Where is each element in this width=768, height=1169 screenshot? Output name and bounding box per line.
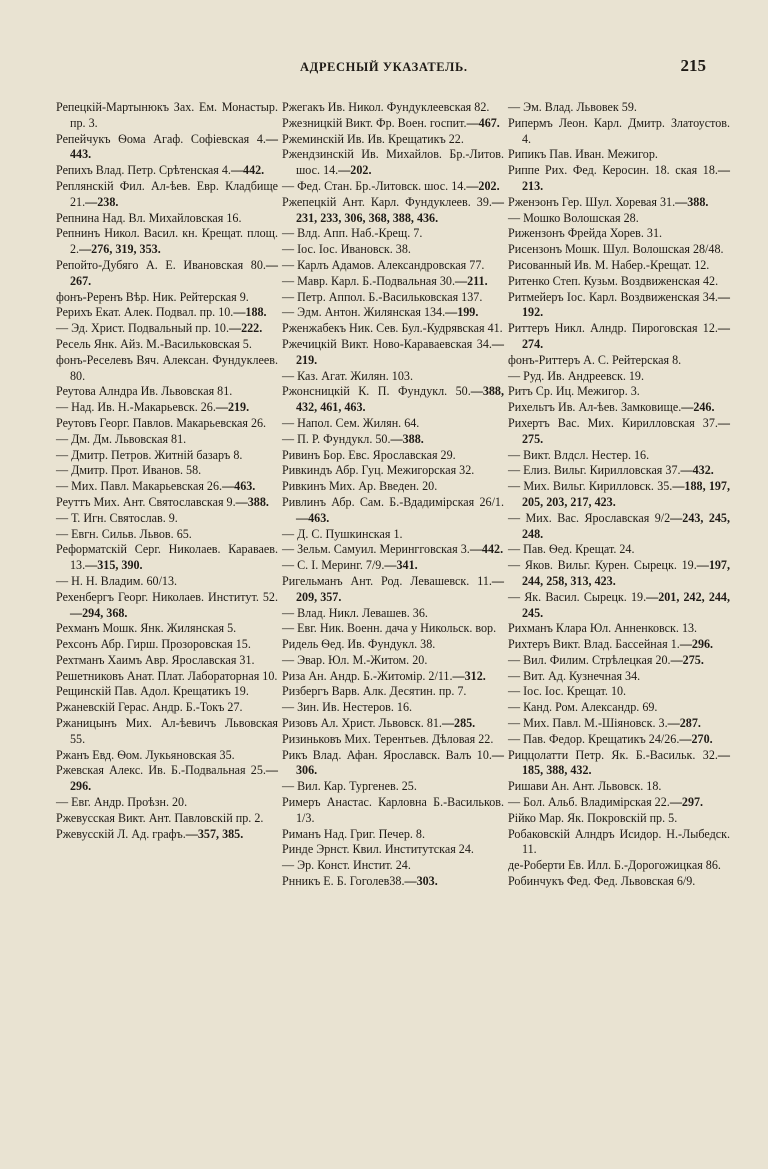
directory-entry: — Каз. Агат. Жилян. 103.	[282, 368, 413, 383]
directory-entry: Ризбергъ Варв. Алк. Десятин. пр. 7.	[282, 684, 467, 699]
directory-entry: — Эдм. Антон. Жилянская 134.—199.	[282, 305, 479, 320]
directory-entry: — Д. С. Пушкинская 1.	[282, 526, 403, 541]
directory-entry: Рикъ Влад. Афан. Ярославск. Валъ 10.—306.	[282, 747, 504, 778]
directory-entry: де-Роберти Ев. Илл. Б.-Дорогожицкая 86.	[508, 858, 721, 873]
directory-entry: Ривкиндъ Абр. Гуц. Межигорская 32.	[282, 463, 475, 478]
directory-entry: — Эд. Христ. Подвальный пр. 10.—222.	[56, 321, 263, 336]
directory-entry: Рехманъ Мошк. Янк. Жилянская 5.	[56, 621, 237, 636]
directory-entry: Рижензонъ Фрейда Хорев. 31.	[508, 226, 663, 241]
directory-entry: Рихтеръ Викт. Влад. Бассейная 1.—296.	[508, 637, 714, 652]
directory-entry: — Влад. Никл. Левашев. 36.	[282, 605, 428, 620]
directory-entry: — Як. Васил. Сырецк. 19.—201, 242, 244, 245.	[508, 589, 730, 620]
page-number: 215	[680, 56, 706, 75]
directory-entry: Рехсонъ Абр. Гирш. Прозоровская 15.	[56, 637, 251, 652]
directory-entry: Ривкинъ Мих. Ар. Введен. 20.	[282, 479, 438, 494]
directory-entry: Ржеминскій Ив. Ив. Крещатикъ 22.	[282, 131, 464, 146]
directory-entry: Ризовъ Ал. Христ. Львовск. 81.—285.	[282, 716, 476, 731]
directory-entry: Робинчукъ Фед. Фед. Львовская 6/9.	[508, 874, 696, 889]
directory-entry: Ржевская Алекс. Ив. Б.-Подвальная 25.—296.	[56, 763, 278, 794]
directory-entry: Рженжабекъ Ник. Сев. Бул.-Кудрявская 41.	[282, 321, 503, 336]
directory-entry: Репейчукъ Ѳома Агаф. Софіевская 4.—443.	[56, 131, 278, 162]
directory-entry: Рипермъ Леон. Карл. Дмитр. Златоустов. 4.	[508, 115, 730, 146]
directory-entry: Рещинскій Пав. Адол. Крещатикъ 19.	[56, 684, 249, 699]
directory-entry: Ржендзинскій Ив. Михайлов. Бр.-Литов. шос. 14.—202.	[282, 147, 504, 178]
directory-entry: — Эр. Конст. Инстит. 24.	[282, 858, 411, 873]
directory-entry: Рійко Мар. Як. Покровскій пр. 5.	[508, 810, 678, 825]
directory-entry: Риманъ Над. Григ. Печер. 8.	[282, 826, 425, 841]
directory-entry: Репихъ Влад. Петр. Срѣтенская 4.—442.	[56, 163, 265, 178]
directory-entry: Ривлинъ Абр. Сам. Б.-Вдадимірская 26/1.—463.	[282, 494, 504, 525]
column-middle	[282, 100, 504, 890]
directory-entry: Робаковскій Алндръ Исидор. Н.-Лыбедск. 11.	[508, 826, 730, 857]
directory-entry: Ржевусская Викт. Ант. Павловскій пр. 2.	[56, 810, 264, 825]
directory-entry: Ржевусскій Л. Ад. графъ.—357, 385.	[56, 826, 244, 841]
directory-entry: Реутова Алндра Ив. Львовская 81.	[56, 384, 233, 399]
directory-entry: — Евг. Андр. Проѣзн. 20.	[56, 795, 188, 810]
directory-entry: Реутовъ Георг. Павлов. Макарьевская 26.	[56, 415, 267, 430]
directory-entry: — Т. Игн. Святослав. 9.	[56, 510, 178, 525]
directory-entry: — Мошко Волошская 28.	[508, 210, 639, 225]
directory-entry: Реплянскій Фил. Ал-ѣев. Евр. Кладбище 21.—238.	[56, 178, 278, 209]
directory-entry: Ржаницынъ Мих. Ал-ѣевичъ Львовская 55.	[56, 716, 278, 746]
directory-entry: Ржаневскій Герас. Андр. Б.-Токъ 27.	[56, 700, 243, 715]
directory-entry: — Вит. Ад. Кузнечная 34.	[508, 668, 641, 683]
directory-entry: фонъ-Реселевъ Вяч. Алексан. Фундуклеев. 80.	[56, 352, 278, 383]
directory-entry: — Мих. Павл. М.-Шіяновск. 3.—287.	[508, 716, 701, 731]
directory-entry: Ритенко Степ. Кузьм. Воздвиженская 42.	[508, 273, 719, 288]
directory-entry: Решетниковъ Анат. Плат. Лабораторная 10.	[56, 668, 278, 683]
directory-entry: — Напол. Сем. Жилян. 64.	[282, 415, 420, 430]
directory-entry: — С. І. Меринг. 7/9.—341.	[282, 558, 418, 573]
directory-entry: — Вил. Филим. Стрѣлецкая 20.—275.	[508, 652, 704, 667]
directory-entry: Репнинъ Никол. Васил. кн. Крещат. площ. 2.—276, 319, 353.	[56, 226, 278, 257]
directory-entry: — Зельм. Самуил. Мерингговская 3.—442.	[282, 542, 504, 557]
directory-entry: — Петр. Аппол. Б.-Васильковская 137.	[282, 289, 483, 304]
directory-entry: Ржегакъ Ив. Никол. Фундуклеевская 82.	[282, 100, 490, 114]
directory-entry: Рнникъ Е. Б. Гоголев38.—303.	[282, 874, 438, 889]
directory-entry: Ризиньковъ Мих. Терентьев. Дѣловая 22.	[282, 731, 494, 746]
directory-entry: — Бол. Альб. Владимірская 22.—297.	[508, 795, 704, 810]
directory-entry: Рипикъ Пав. Иван. Межигор.	[508, 147, 658, 162]
directory-entry: — Евгн. Сильв. Львов. 65.	[56, 526, 192, 541]
directory-entry: — Влд. Апп. Наб.-Крещ. 7.	[282, 226, 423, 241]
directory-entry: Риппе Рих. Фед. Керосин. 18. ская 18.—213.	[508, 163, 730, 193]
directory-entry: Ресель Янк. Айз. М.-Васильковская 5.	[56, 336, 252, 351]
directory-entry: — Над. Ив. Н.-Макарьевск. 26.—219.	[56, 400, 250, 415]
directory-entry: — Руд. Ив. Андреевск. 19.	[508, 368, 645, 383]
directory-entry: — Дм. Дм. Львовская 81.	[56, 431, 187, 446]
directory-entry: Ридель Ѳед. Ив. Фундукл. 38.	[282, 637, 436, 652]
directory-entry: — Яков. Вильг. Курен. Сырецк. 19.—197, 244, 258, 313, 423.	[508, 558, 730, 588]
directory-entry: Риза Ан. Андр. Б.-Житомір. 2/11.—312.	[282, 668, 486, 683]
directory-entry: фонъ-Риттеръ А. С. Рейтерская 8.	[508, 352, 682, 367]
directory-entry: — П. Р. Фундукл. 50.—388.	[282, 431, 424, 446]
directory-entry: Рерихъ Екат. Алек. Подвал. пр. 10.—188.	[56, 305, 267, 320]
directory-entry: — Пав. Ѳед. Крещат. 24.	[508, 542, 635, 557]
directory-entry: Ришави Ан. Ант. Львовск. 18.	[508, 779, 662, 794]
directory-entry: Рженэонъ Гер. Шул. Хоревая 31.—388.	[508, 194, 709, 209]
directory-entry: — Канд. Ром. Александр. 69.	[508, 700, 658, 715]
directory-entry: Риттеръ Никл. Алндр. Пироговская 12.—274.	[508, 321, 730, 351]
directory-entry: Ритмейеръ Іос. Карл. Воздвиженская 34.—192.	[508, 289, 730, 320]
directory-entry: Ригельманъ Ант. Род. Левашевск. 11.—209, 357.	[282, 573, 504, 604]
directory-entry: — Эм. Влад. Львовек 59.	[508, 100, 637, 114]
directory-entry: Реуттъ Мих. Ант. Святославская 9.—388.	[56, 494, 269, 509]
directory-entry: Ривинъ Бор. Евс. Ярославская 29.	[282, 447, 456, 462]
directory-entry: Ржечицкій Викт. Ново-Караваевская 34.—219.	[282, 336, 504, 367]
directory-entry: Риццолатти Петр. Як. Б.-Васильк. 32.—185, 388, 432.	[508, 747, 730, 778]
directory-entry: — Эвар. Юл. М.-Житом. 20.	[282, 652, 428, 667]
directory-entry: Рисованный Ив. М. Набер.-Крещат. 12.	[508, 257, 710, 272]
directory-entry: — Пав. Федор. Крещатикъ 24/26.—270.	[508, 731, 713, 746]
directory-entry: Рисензонъ Мошк. Шул. Волошская 28/48.	[508, 242, 724, 257]
directory-entry: — Вил. Кар. Тургенев. 25.	[282, 779, 417, 794]
directory-entry: Ржезницкій Викт. Фр. Воен. госпит.—467.	[282, 115, 500, 130]
directory-entry: Ржонсницкій К. П. Фундукл. 50.—388, 432, 461, 463.	[282, 384, 504, 415]
directory-entry: — Карлъ Адамов. Александровская 77.	[282, 257, 485, 272]
directory-entry: Ритъ Ср. Иц. Межигор. 3.	[508, 384, 640, 399]
page-header	[0, 56, 768, 80]
directory-entry: Ржанъ Евд. Ѳом. Лукьяновская 35.	[56, 747, 235, 762]
directory-entry: Репойто-Дубяго А. Е. Ивановская 80.—267.	[56, 257, 278, 288]
directory-entry: — Дмитр. Петров. Житній базаръ 8.	[56, 447, 243, 462]
directory-entry: Рихманъ Клара Юл. Анненковск. 13.	[508, 621, 698, 636]
directory-entry: Реформатскій Серг. Николаев. Караваев. 13.—315, 390.	[56, 542, 278, 573]
column-left	[56, 100, 278, 890]
directory-entry: Рихертъ Вас. Мих. Кирилловская 37.—275.	[508, 415, 730, 446]
column-right	[508, 100, 730, 890]
directory-entry: — Н. Н. Владим. 60/13.	[56, 573, 178, 588]
directory-entry: Рехтманъ Хаимъ Авр. Ярославская 31.	[56, 652, 255, 667]
directory-entry: Римеръ Анастас. Карловна Б.-Васильков. 1/3.	[282, 795, 504, 825]
directory-entry: — Викт. Влдсл. Нестер. 16.	[508, 447, 650, 462]
directory-entry: Ржепецкій Ант. Карл. Фундуклеев. 39.—231, 233, 306, 368, 388, 436.	[282, 194, 504, 225]
directory-entry: Рехенбергъ Георг. Николаев. Институт. 52.—294, 368.	[56, 589, 278, 620]
directory-entry: Ринде Эрнст. Квил. Институтская 24.	[282, 842, 474, 857]
directory-entry: — Евг. Ник. Военн. дача у Никольск. вор.	[282, 621, 497, 636]
directory-entry: Репнина Над. Вл. Михайловская 16.	[56, 210, 242, 225]
directory-entry: — Мавр. Карл. Б.-Подвальная 30.—211.	[282, 273, 488, 288]
running-title: АДРЕСНЫЙ УКАЗАТЕЛЬ.	[300, 60, 468, 74]
directory-entry: — Іос. Іос. Крещат. 10.	[508, 684, 627, 699]
directory-entry: — Зин. Ив. Нестеров. 16.	[282, 700, 413, 715]
directory-entry: — Мих. Вас. Ярославская 9/2—243, 245, 248.	[508, 510, 731, 541]
directory-entry: — Фед. Стан. Бр.-Литовск. шос. 14.—202.	[282, 178, 500, 193]
directory-entry: — Мих. Вильг. Кирилловск. 35.—188, 197, 205, 203, 217, 423.	[508, 479, 731, 509]
entry-columns	[56, 100, 730, 890]
directory-entry: — Іос. Іос. Ивановск. 38.	[282, 242, 411, 257]
directory-entry: фонъ-Реренъ Вѣр. Ник. Рейтерская 9.	[56, 289, 249, 304]
directory-entry: — Мих. Павл. Макарьевская 26.—463.	[56, 479, 256, 494]
directory-entry: Репецкій-Мартынюкъ Зах. Ем. Монастыр. пр. 3.	[56, 100, 278, 130]
directory-entry: — Елиз. Вильг. Кирилловская 37.—432.	[508, 463, 714, 478]
directory-entry: — Дмитр. Прот. Иванов. 58.	[56, 463, 202, 478]
directory-entry: Рихельтъ Ив. Ал-ѣев. Замковище.—246.	[508, 400, 715, 415]
